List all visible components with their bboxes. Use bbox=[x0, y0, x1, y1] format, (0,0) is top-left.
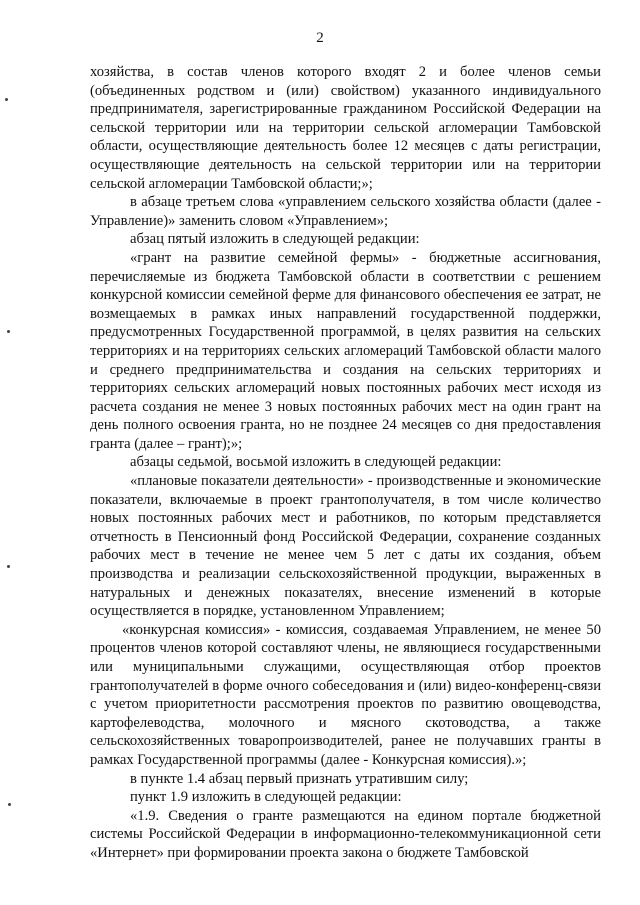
scan-mark bbox=[5, 98, 8, 101]
paragraph: абзацы седьмой, восьмой изложить в следующей редакции: bbox=[130, 454, 502, 471]
paragraph: абзац пятый изложить в следующей редакции: bbox=[130, 231, 420, 248]
scan-mark bbox=[7, 330, 10, 333]
paragraph: в пункте 1.4 абзац первый признать утратившим силу; bbox=[130, 770, 469, 787]
paragraph: «плановые показатели деятельности» - производственные и экономические показатели, включаемые в проект грантополучателя, в том числе количество новых постоянных рабочих мест и работников, по которым представляется отчетность в Пенсионный фонд Российской Федерации, сохранение созданных рабочих мест в течение не менее чем 5 лет с даты их создания, объем производства и реализации сельскохозяйственной продукции, выраженных в натуральных и денежных показателях, внесение изменений в которые осуществляется в порядке, установленном Управлением; bbox=[90, 473, 601, 620]
paragraph: «грант на развитие семейной фермы» - бюджетные ассигнования, перечисляемые из бюджета Тамбовской области в соответствии с решением конкурсной комиссии семейной ферме для финансового обеспечения ее затрат, не возмещаемых в рамках иных направлений государственной поддержки, предусмотренных Государственной программой, в целях развития на сельских территориях и на территориях сельских агломераций Тамбовской области малого и среднего предпринимательства и создания на сельских территориях и территориях сельских агломераций новых постоянных рабочих мест исходя из расчета создания не менее 3 новых постоянных рабочих мест на один грант на день полного освоения гранта, но не позднее 24 месяцев со дня предоставления гранта (далее – грант);»; bbox=[90, 249, 601, 452]
paragraph: «конкурсная комиссия» - комиссия, создаваемая Управлением, не менее 50 процентов членов которой составляют члены, не являющиеся государственными или муниципальными служащими, осуществляющая отбор проектов грантополучателей в форме очного собеседования и (или) видео-конференц-связи с учетом приоритетности рассмотрения проектов по развитию овощеводства, картофелеводства, молочного и мясного скотоводства, а также сельскохозяйственных товаропроизводителей, ранее не получавших гранты в рамках Государственной программы (далее - Конкурсная комиссия).»; bbox=[90, 621, 601, 768]
scan-mark bbox=[8, 803, 11, 806]
page-number: 2 bbox=[316, 30, 324, 46]
paragraph: хозяйства, в состав членов которого входят 2 и более членов семьи (объединенных родством и (или) свойством) указанного индивидуального предпринимателя, зарегистрированные гражданином Российской Федерации на сельской территории или на территории сельской агломерации Тамбовской области, осуществляющие деятельность более 12 месяцев с даты регистрации, осуществляющие деятельность на сельской территории или на территории сельской агломерации Тамбовской области;»; bbox=[90, 64, 601, 192]
paragraph: пункт 1.9 изложить в следующей редакции: bbox=[130, 789, 402, 806]
paragraph: в абзаце третьем слова «управлением сельского хозяйства области (далее - Управление)» заменить словом «Управлением»; bbox=[90, 194, 601, 229]
document-body bbox=[90, 63, 601, 863]
scan-mark bbox=[7, 565, 10, 568]
paragraph: «1.9. Сведения о гранте размещаются на едином портале бюджетной системы Российской Федерации в информационно-телекоммуникационной сети «Интернет» при формировании проекта закона о бюджете Тамбовской bbox=[90, 807, 601, 861]
